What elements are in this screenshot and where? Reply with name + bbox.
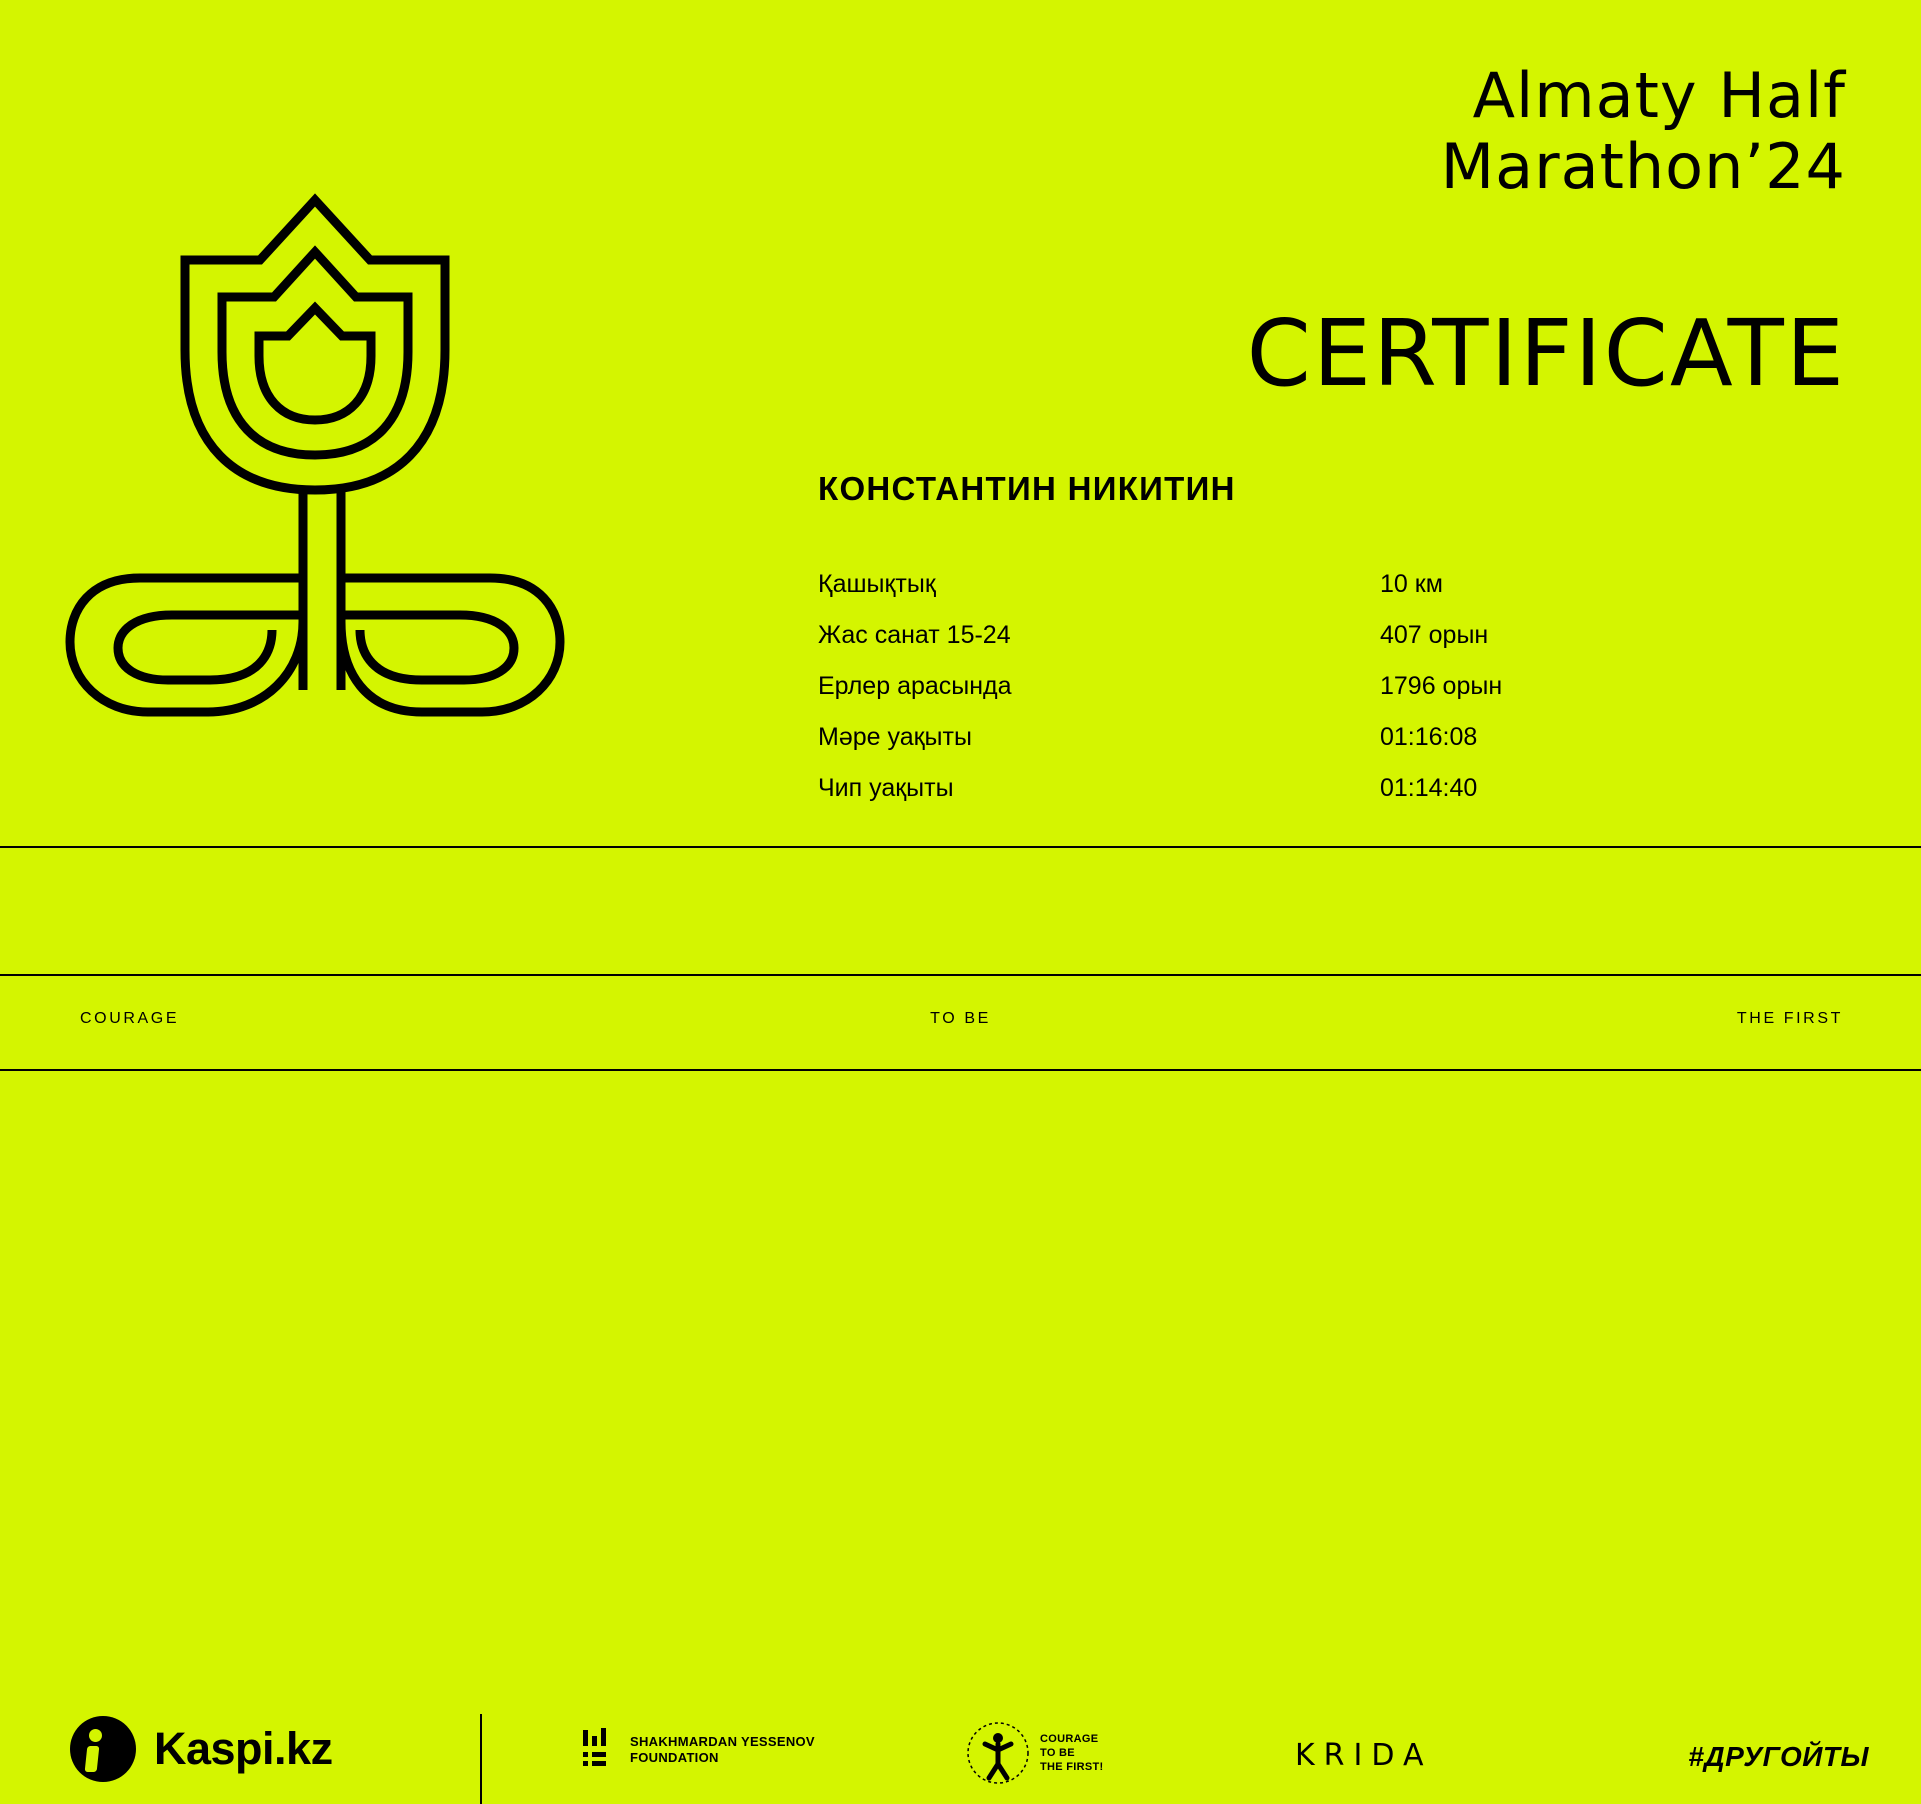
sponsor-corporate-fund [965, 1720, 1104, 1786]
sponsor-divider [480, 1714, 482, 1804]
result-label: Чип уақыты [818, 774, 954, 802]
kaspi-wordmark: Kaspi.kz [154, 1723, 333, 1774]
event-title-line2: Marathon’24 [1440, 130, 1846, 204]
corporate-fund-wordmark [1040, 1732, 1104, 1775]
sponsor-drugoity-hashtag: #ДРУГОЙТЫ [1688, 1741, 1869, 1772]
athlete-name: КОНСТАНТИН НИКИТИН [818, 470, 1236, 507]
event-title-line1: Almaty Half [1472, 59, 1846, 132]
result-label: Жас санат 15-24 [818, 621, 1011, 649]
slogan-part3: THE FIRST [1736, 1010, 1843, 1027]
result-value: 01:16:08 [1380, 723, 1478, 751]
result-value: 407 орын [1380, 621, 1489, 649]
document-type-heading: CERTIFICATE [1246, 300, 1846, 407]
slogan-part1: COURAGE [80, 1010, 180, 1027]
table-row [818, 672, 1678, 723]
result-label: Ерлер арасында [818, 672, 1012, 700]
certificate-details [800, 0, 1880, 846]
divider-bottom [0, 1069, 1921, 1071]
sponsor-krida: KRIDA [1295, 1738, 1433, 1773]
result-label: Қашықтық [818, 570, 936, 598]
yessenov-line1: SHAKHMARDAN YESSENOV [630, 1733, 815, 1749]
corporate-fund-line2: TO BE [1040, 1746, 1075, 1759]
yessenov-mark-icon [583, 1728, 617, 1772]
corporate-fund-mark-icon [965, 1720, 1031, 1786]
result-label: Мәре уақыты [818, 723, 972, 751]
certificate-main [0, 0, 1921, 846]
corporate-fund-line3: THE FIRST! [1040, 1761, 1104, 1774]
yessenov-line2: FOUNDATION [630, 1750, 719, 1765]
sponsor-strip [0, 848, 1921, 1774]
slogan-row [0, 1010, 1921, 1040]
sponsor-yessenov-foundation [583, 1728, 815, 1772]
event-title [1441, 60, 1846, 203]
table-row [818, 774, 1678, 825]
table-row [818, 723, 1678, 774]
table-row [818, 621, 1678, 672]
tulip-emblem-icon [60, 160, 570, 720]
result-value: 01:14:40 [1380, 774, 1478, 802]
slogan-part2: TO BE [930, 1010, 991, 1027]
divider-middle [0, 974, 1921, 976]
result-value: 1796 орын [1380, 672, 1503, 700]
result-value: 10 км [1380, 570, 1443, 598]
corporate-fund-line1: COURAGE [1040, 1732, 1099, 1745]
yessenov-wordmark [630, 1734, 815, 1767]
kaspi-logo-icon [70, 1716, 136, 1782]
table-row [818, 570, 1678, 621]
results-table [818, 570, 1678, 825]
sponsor-kaspi [70, 1716, 333, 1782]
